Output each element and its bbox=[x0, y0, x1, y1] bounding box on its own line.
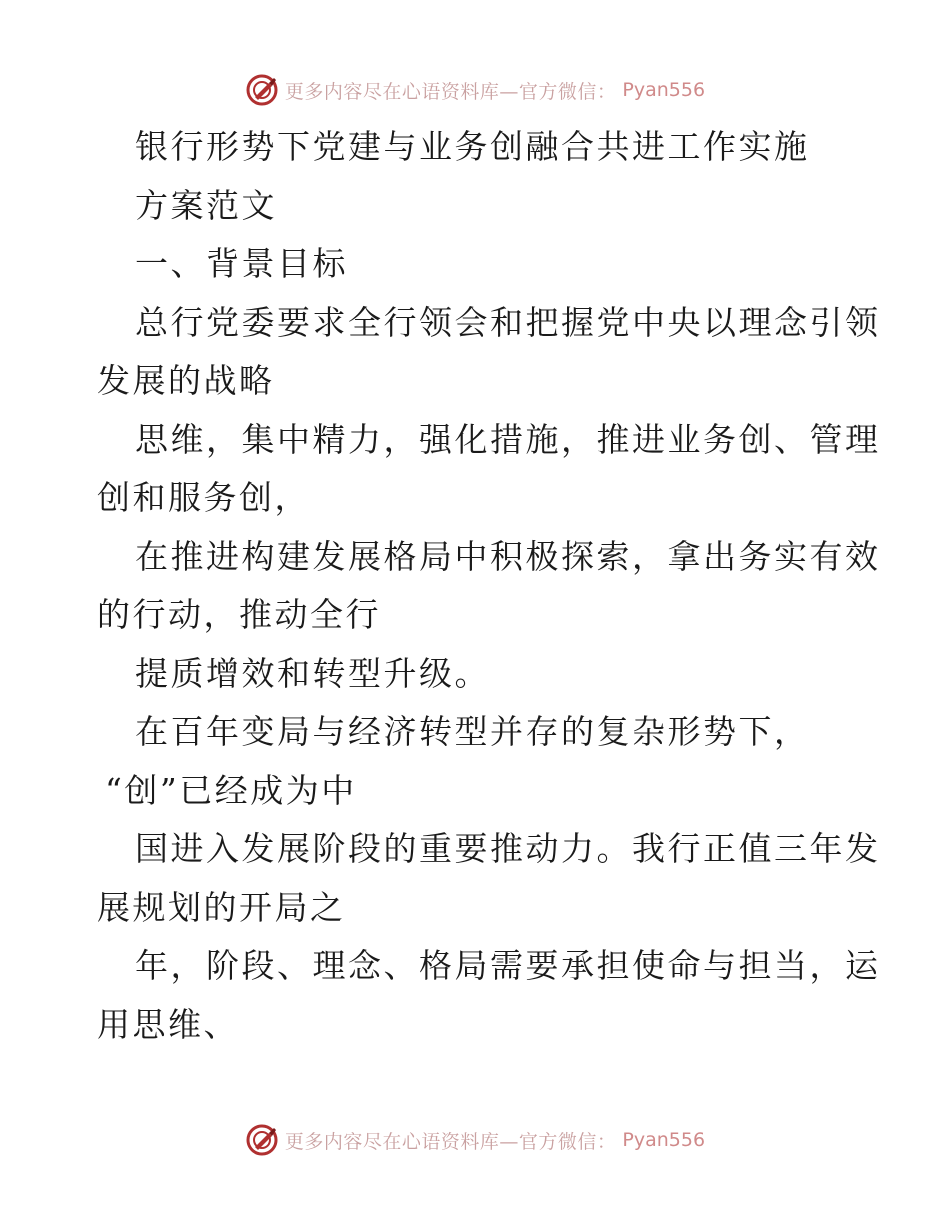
watermark-header bbox=[0, 72, 950, 108]
section-heading: 一、背景目标 bbox=[135, 244, 348, 283]
paragraph-line: 提质增效和转型升级。 bbox=[135, 653, 490, 693]
paragraph-line: 在百年变局与经济转型并存的复杂形势下， bbox=[135, 712, 810, 751]
paragraph-line: 创和服务创， bbox=[97, 478, 310, 517]
paragraph-line: 发展的战略 bbox=[97, 361, 275, 400]
watermark-wechat-id: Pyan556 bbox=[622, 79, 706, 101]
brand-logo-icon bbox=[245, 1123, 279, 1157]
paragraph-line: 的行动，推动全行 bbox=[97, 595, 381, 634]
paragraph-line: 在推进构建发展格局中积极探索，拿出务实有效 bbox=[135, 536, 881, 576]
paragraph-line: 展规划的开局之 bbox=[97, 887, 346, 927]
paragraph-line: 国进入发展阶段的重要推动力。我行正值三年发 bbox=[135, 829, 881, 868]
watermark-text: 更多内容尽在心语资料库—官方微信： bbox=[284, 80, 617, 103]
watermark-wechat-id: Pyan556 bbox=[622, 1129, 706, 1151]
paragraph-line: “创”已经成为中 bbox=[105, 770, 357, 810]
document-title-line-1: 银行形势下党建与业务创融合共进工作实施 bbox=[135, 127, 810, 166]
document-title-line-2: 方案范文 bbox=[135, 185, 277, 225]
document-body bbox=[97, 118, 881, 1054]
paragraph-line: 年，阶段、理念、格局需要承担使命与担当，运 bbox=[135, 946, 881, 985]
paragraph-line: 思维，集中精力，强化措施，推进业务创、管理 bbox=[135, 419, 881, 459]
paragraph-line: 总行党委要求全行领会和把握党中央以理念引领 bbox=[135, 302, 881, 342]
watermark-text: 更多内容尽在心语资料库—官方微信： bbox=[284, 1130, 617, 1153]
paragraph-line: 用思维、 bbox=[97, 1004, 239, 1044]
watermark-footer bbox=[0, 1122, 950, 1158]
brand-logo-icon bbox=[245, 73, 279, 107]
